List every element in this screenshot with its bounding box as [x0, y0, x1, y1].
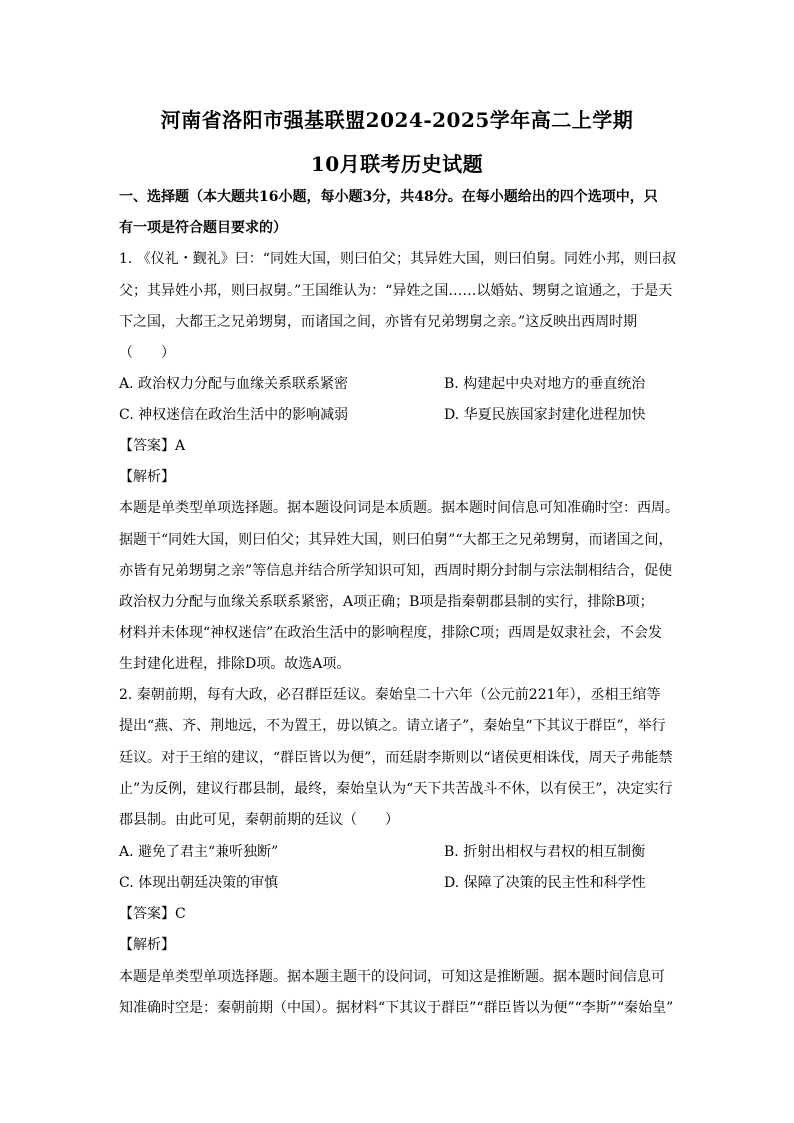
document-title-line1: 河南省洛阳市强基联盟2024-2025学年高二上学期	[160, 108, 634, 132]
q1-analysis-line: 生封建化进程，排除D项。故选A项。	[119, 656, 351, 672]
q1-option-d: D. 华夏民族国家封建化进程加快	[444, 407, 646, 423]
q2-stem-line: 止”为反例，建议行郡县制，最终，秦始皇认为“天下共苦战斗不休，以有侯王”，决定实行	[119, 781, 673, 797]
section-heading-line2: 有一项是符合题目要求的）	[119, 220, 287, 236]
q1-option-c: C. 神权迷信在政治生活中的影响减弱	[119, 407, 349, 423]
q2-analysis-line: 知准确时空是：秦朝前期（中国）。据材料“下其议于群臣”“群臣皆以为便”“李斯”“秦始皇”	[119, 1000, 674, 1016]
q1-analysis-label: 【解析】	[119, 469, 175, 485]
q2-stem-line: 郡县制。由此可见，秦朝前期的廷议（ ）	[119, 812, 399, 828]
q1-analysis-line: 本题是单类型单项选择题。据本题设问词是本质题。据本题时间信息可知准确时空：西周。	[119, 500, 679, 516]
q2-answer: 【答案】C	[119, 906, 186, 922]
q2-stem-line: 2. 秦朝前期，每有大政，必召群臣廷议。秦始皇二十六年（公元前221年），丞相王绾等	[119, 687, 661, 703]
q2-option-b: B. 折射出相权与君权的相互制衡	[444, 844, 646, 860]
q2-analysis-label: 【解析】	[119, 937, 175, 953]
q1-answer: 【答案】A	[119, 438, 186, 454]
q2-option-d: D. 保障了决策的民主性和科学性	[444, 875, 646, 891]
q1-analysis-line: 政治权力分配与血缘关系联系紧密，A项正确；B项是指秦朝郡县制的实行，排除B项；	[119, 594, 654, 610]
q2-option-a: A. 避免了君主“兼听独断”	[119, 844, 279, 860]
q1-option-a: A. 政治权力分配与血缘关系联系紧密	[119, 376, 349, 392]
q1-analysis-line: 据题干“同姓大国，则曰伯父；其异姓大国，则曰伯舅”“大都王之兄弟甥舅，而诸国之间，	[119, 532, 673, 548]
q2-option-c: C. 体现出朝廷决策的审慎	[119, 875, 279, 891]
section-heading-line1: 一、选择题（本大题共16小题，每小题3分，共48分。在每小题给出的四个选项中，只	[119, 189, 658, 205]
document-title-line2: 10月联考历史试题	[310, 152, 484, 176]
q1-analysis-line: 亦皆有兄弟甥舅之亲”等信息并结合所学知识可知，西周时期分封制与宗法制相结合，促使	[119, 563, 673, 579]
q1-stem-line: 父；其异姓小邦，则曰叔舅。”王国维认为：“异姓之国……以婚姑、甥舅之谊通之，于是天	[119, 283, 673, 299]
q1-analysis-line: 材料并未体现“神权迷信”在政治生活中的影响程度，排除C项；西周是奴隶社会，不会发	[119, 625, 663, 641]
q1-option-b: B. 构建起中央对地方的垂直统治	[444, 376, 646, 392]
q1-stem-line: （ ）	[119, 345, 175, 361]
q2-stem-line: 廷议。对于王绾的建议，“群臣皆以为便”，而廷尉李斯则以“诸侯更相诛伐，周天子弗能禁	[119, 750, 673, 766]
q1-stem-line: 下之国，大都王之兄弟甥舅，而诸国之间，亦皆有兄弟甥舅之亲。”这反映出西周时期	[119, 314, 638, 330]
q1-stem-line: 1. 《仪礼・觐礼》曰：“同姓大国，则曰伯父；其异姓大国，则曰伯舅。同姓小邦，则曰叔	[119, 251, 676, 267]
q2-analysis-line: 本题是单类型单项选择题。据本题主题干的设问词，可知这是推断题。据本题时间信息可	[119, 969, 665, 985]
q2-stem-line: 提出“燕、齐、荆地远，不为置王，毋以镇之。请立诸子”，秦始皇“下其议于群臣”，举行	[119, 718, 666, 734]
